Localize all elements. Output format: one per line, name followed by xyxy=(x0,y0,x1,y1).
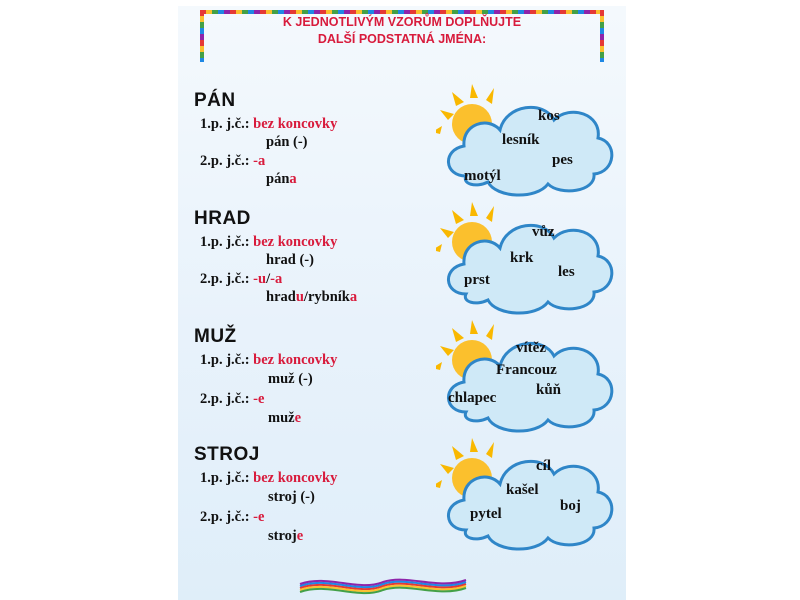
title-line-1: K JEDNOTLIVÝM VZORŮM DOPLŇUJTE xyxy=(282,15,522,29)
section-pan xyxy=(178,90,626,208)
word-cloud xyxy=(436,80,616,202)
word-kasel: kašel xyxy=(506,482,539,498)
section-title: PÁN xyxy=(194,90,236,111)
word-francouz: Francouz xyxy=(496,362,557,378)
word-pes: pes xyxy=(552,152,573,168)
word-lesnik: lesník xyxy=(502,132,540,148)
row2-example xyxy=(268,528,303,545)
example-ending: a xyxy=(289,171,297,187)
page-title xyxy=(228,14,576,48)
section-title: STROJ xyxy=(194,444,260,465)
word-les: les xyxy=(558,264,575,280)
title-line-2: DALŠÍ PODSTATNÁ JMÉNA: xyxy=(317,32,487,46)
word-pytel: pytel xyxy=(470,506,502,522)
row2 xyxy=(200,153,265,170)
example-ending: u xyxy=(295,289,304,305)
row1-example: muž (-) xyxy=(268,371,313,387)
word-cloud xyxy=(436,198,616,320)
row1-label: 1.p. j.č.: xyxy=(200,234,250,250)
section-title: HRAD xyxy=(194,208,251,229)
header-border-left xyxy=(200,10,204,62)
row2-value: -a xyxy=(253,153,266,169)
row1-label: 1.p. j.č.: xyxy=(200,352,250,368)
word-chlapec: chlapec xyxy=(448,390,497,406)
row1-value: bez koncovky xyxy=(253,234,338,250)
word-cil: cíl xyxy=(536,458,551,474)
row2-label: 2.p. j.č.: xyxy=(200,391,250,407)
example2-ending: a xyxy=(349,289,358,305)
row1-value: bez koncovky xyxy=(253,116,338,132)
section-title: MUŽ xyxy=(194,326,237,347)
row1 xyxy=(200,234,337,251)
row2-value-a: -a xyxy=(270,271,283,287)
row2-example xyxy=(266,171,297,188)
section-stroj xyxy=(178,444,626,562)
row1 xyxy=(200,470,337,487)
example-stem: stroj xyxy=(268,528,297,544)
row1-value: bez koncovky xyxy=(253,352,338,368)
example-stem: pán xyxy=(266,171,290,187)
worksheet-poster xyxy=(178,6,626,600)
row2-value-u: -u xyxy=(253,271,267,287)
section-muz xyxy=(178,326,626,444)
word-krk: krk xyxy=(510,250,534,266)
row1-value: bez koncovky xyxy=(253,470,338,486)
example-stem: muž xyxy=(268,410,295,426)
word-vuz: vůz xyxy=(532,224,555,240)
row2 xyxy=(200,509,264,526)
row2-value-sep: / xyxy=(266,271,271,287)
row2-label: 2.p. j.č.: xyxy=(200,271,250,287)
row1-example: pán (-) xyxy=(266,134,308,150)
word-cloud xyxy=(436,434,616,556)
row2-example xyxy=(268,410,301,427)
row2-label: 2.p. j.č.: xyxy=(200,153,250,169)
row2-example xyxy=(266,289,357,306)
section-hrad xyxy=(178,208,626,326)
example-ending: e xyxy=(296,528,304,544)
row2-value: -e xyxy=(253,509,265,525)
row1-example: stroj (-) xyxy=(268,489,315,505)
example-stem: hrad xyxy=(266,289,296,305)
word-cloud xyxy=(436,316,616,438)
row1 xyxy=(200,116,337,133)
word-kun: kůň xyxy=(536,382,562,398)
example-sep: / xyxy=(303,289,308,305)
example-ending: e xyxy=(294,410,302,426)
row1-label: 1.p. j.č.: xyxy=(200,470,250,486)
word-kos: kos xyxy=(538,108,560,124)
row2-value: -e xyxy=(253,391,265,407)
word-prst: prst xyxy=(464,272,490,288)
row2 xyxy=(200,271,282,288)
row1-label: 1.p. j.č.: xyxy=(200,116,250,132)
word-vitez: vítěz xyxy=(516,340,546,356)
row1 xyxy=(200,352,337,369)
row1-example: hrad (-) xyxy=(266,252,314,268)
rainbow-wave-decoration xyxy=(298,578,468,596)
header-border-right xyxy=(600,10,604,62)
example2-stem: rybník xyxy=(307,289,350,305)
word-motyl: motýl xyxy=(464,168,501,184)
row2 xyxy=(200,391,264,408)
word-boj: boj xyxy=(560,498,581,514)
row2-label: 2.p. j.č.: xyxy=(200,509,250,525)
